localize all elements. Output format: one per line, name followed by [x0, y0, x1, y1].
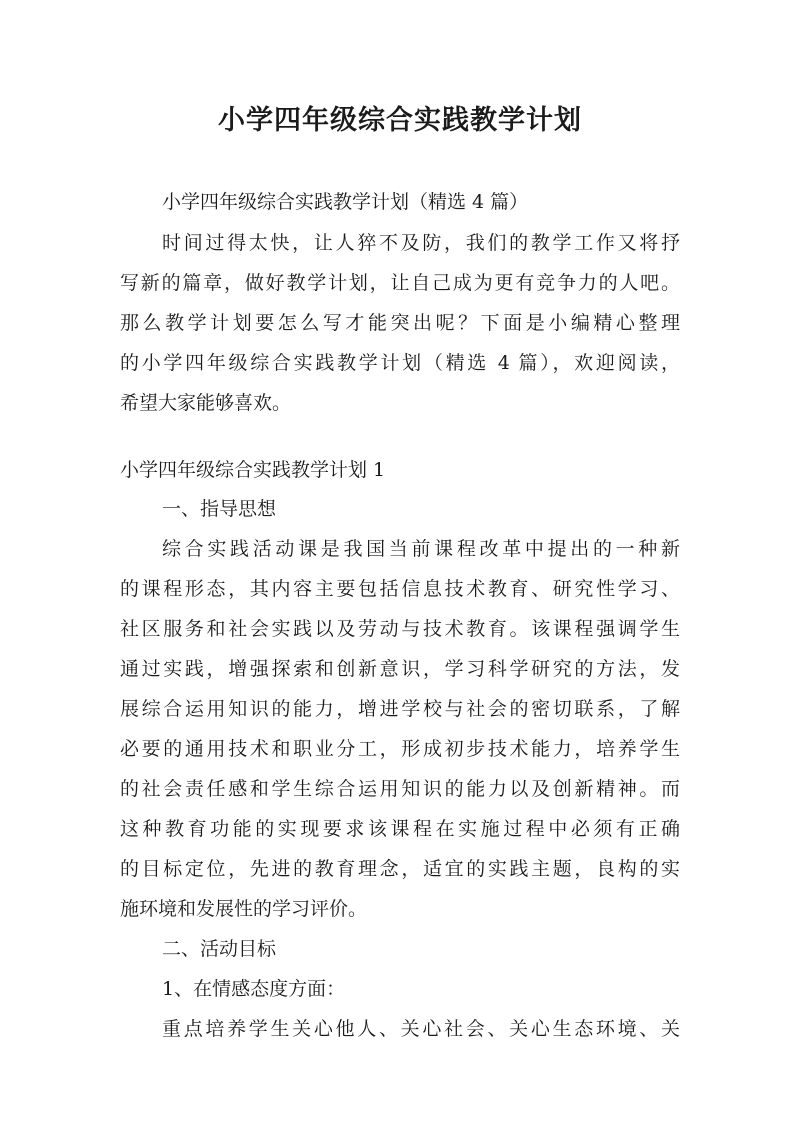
sub-heading: 1、在情感态度方面： — [162, 978, 346, 1000]
paragraph-line: 这种教育功能的实现要求该课程在实施过程中必须有正确 — [120, 818, 680, 840]
paragraph-line: 社区服务和社会实践以及劳动与技术教育。该课程强调学生 — [120, 618, 680, 640]
paragraph-line: 展综合运用知识的能力，增进学校与社会的密切联系，了解 — [120, 698, 680, 720]
paragraph-line: 的社会责任感和学生综合运用知识的能力以及创新精神。而 — [120, 778, 680, 800]
intro-line: 希望大家能够喜欢。 — [120, 392, 292, 414]
paragraph-line: 的课程形态，其内容主要包括信息技术教育、研究性学习、 — [120, 578, 680, 600]
document-title: 小学四年级综合实践教学计划 — [218, 105, 582, 136]
paragraph-line: 重点培养学生关心他人、关心社会、关心生态环境、关 — [162, 1018, 680, 1040]
paragraph-line: 通过实践，增强探索和创新意识，学习科学研究的方法，发 — [120, 658, 680, 680]
section-heading: 二、活动目标 — [162, 938, 277, 960]
document-subtitle: 小学四年级综合实践教学计划（精选 4 篇） — [162, 191, 529, 213]
intro-line: 的小学四年级综合实践教学计划（精选 4 篇），欢迎阅读， — [120, 352, 680, 374]
intro-line: 时间过得太快，让人猝不及防，我们的教学工作又将抒 — [162, 232, 680, 254]
paragraph-line: 必要的通用技术和职业分工，形成初步技术能力，培养学生 — [120, 738, 680, 760]
section-title: 小学四年级综合实践教学计划 1 — [120, 459, 386, 481]
paragraph-line: 施环境和发展性的学习评价。 — [120, 898, 368, 920]
intro-line: 那么教学计划要怎么写才能突出呢？下面是小编精心整理 — [120, 312, 680, 334]
section-heading: 一、指导思想 — [162, 498, 277, 520]
paragraph-line: 综合实践活动课是我国当前课程改革中提出的一种新 — [162, 538, 680, 560]
paragraph-line: 的目标定位，先进的教育理念，适宜的实践主题，良构的实 — [120, 858, 680, 880]
intro-line: 写新的篇章，做好教学计划，让自己成为更有竞争力的人吧。 — [120, 272, 680, 294]
